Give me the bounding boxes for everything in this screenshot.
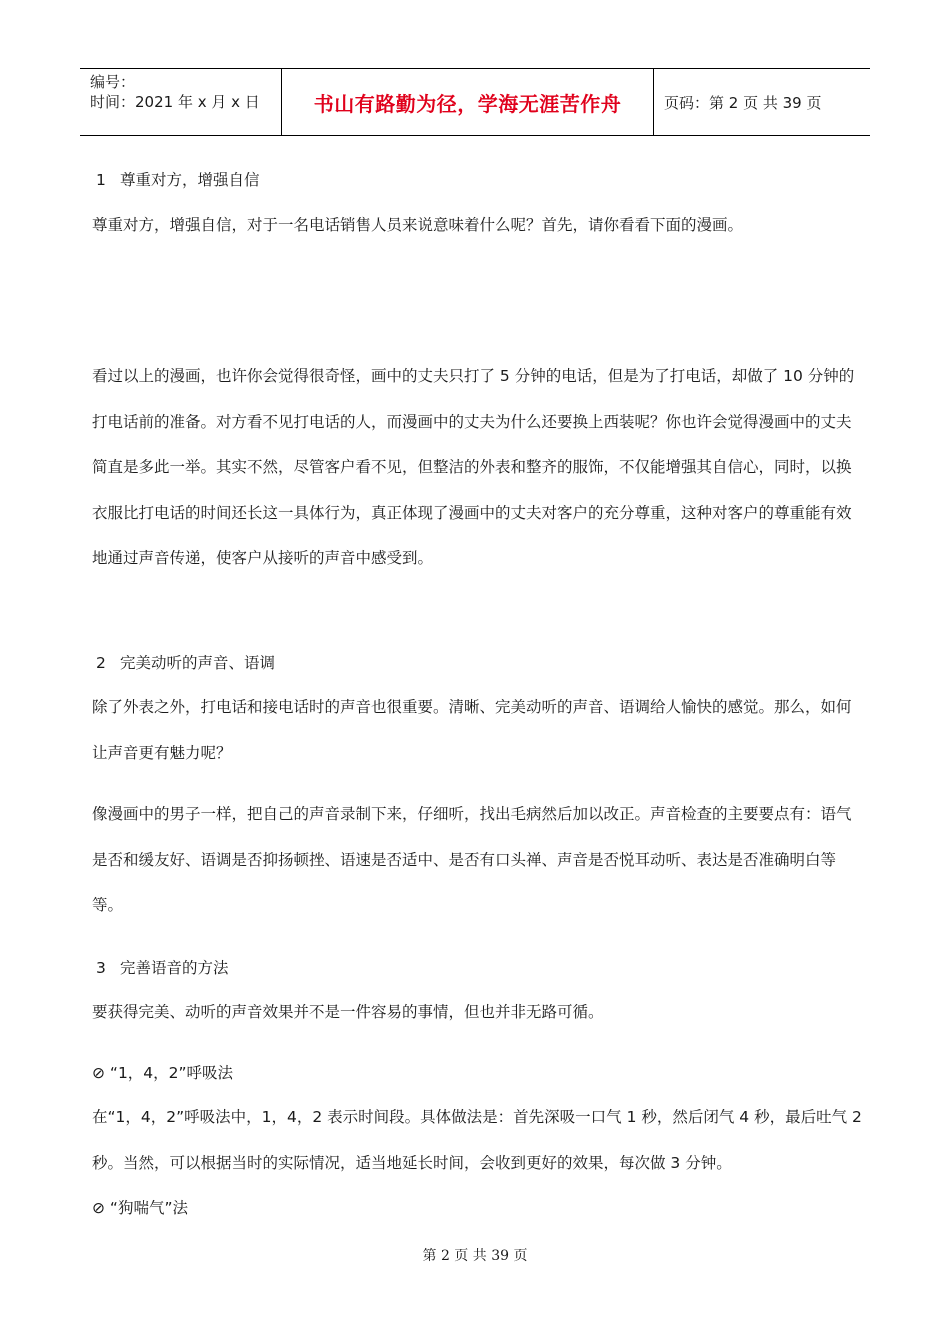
section-2-title: 完美动听的声音、语调 xyxy=(120,654,276,672)
section-1-intro: 尊重对方，增强自信，对于一名电话销售人员来说意味着什么呢？首先，请你看看下面的漫画。 xyxy=(92,216,744,234)
serial-label: 编号： xyxy=(90,73,136,91)
section-1-comic-discussion: 看过以上的漫画，也许你会觉得很奇怪，画中的丈夫只打了 5 分钟的电话，但是为了打电话，却做了 10 分钟的打电话前的准备。对方看不见打电话的人，而漫画中的丈夫为什么还要换上西装呢？你也许会觉得漫画中的丈夫简直是多此一举。其实不然，尽管客户看不见，但整洁的外表和整齐的服饰，不仅能增强其自信心，同时，以换衣服比打电话的时间还长这一具体行为，真正体现了漫画中的丈夫对客户的充分尊重，这种对客户的尊重能有效地通过声音传递，使客户从接听的声音中感受到。 xyxy=(92,367,855,567)
method-1-title: ⊘ “1，4，2”呼吸法 xyxy=(92,1064,234,1082)
section-3-number: 3 xyxy=(96,959,106,977)
header-left-cell xyxy=(80,69,282,135)
section-2-heading xyxy=(92,641,868,687)
section-1-heading xyxy=(92,158,868,204)
header-page-info: 页码：第 2 页 共 39 页 xyxy=(664,93,822,112)
page-header xyxy=(80,68,870,136)
section-3-heading xyxy=(92,946,868,992)
page-footer: 第 2 页 共 39 页 xyxy=(422,1248,528,1264)
section-3-paragraph: 要获得完美、动听的声音效果并不是一件容易的事情，但也并非无路可循。 xyxy=(92,1003,604,1021)
method-2-title: ⊘ “狗喘气”法 xyxy=(92,1199,188,1217)
section-3-title: 完善语音的方法 xyxy=(120,959,229,977)
section-1-number: 1 xyxy=(96,171,106,189)
section-2-paragraph-1: 除了外表之外，打电话和接电话时的声音也很重要。清晰、完美动听的声音、语调给人愉快的感觉。那么，如何让声音更有魅力呢？ xyxy=(92,698,852,762)
method-1-paragraph: 在“1，4，2”呼吸法中，1，4，2 表示时间段。具体做法是：首先深吸一口气 1 秒，然后闭气 4 秒，最后吐气 2 秒。当然，可以根据当时的实际情况，适当地延长时间，会收到更好的效果，每次做 3 分钟。 xyxy=(92,1108,862,1172)
section-1-title: 尊重对方，增强自信 xyxy=(120,171,260,189)
date-line: 时间：2021 年 x 月 x 日 xyxy=(90,93,260,111)
section-2-paragraph-2: 像漫画中的男子一样，把自己的声音录制下来，仔细听，找出毛病然后加以改正。声音检查的主要要点有：语气是否和缓友好、语调是否抑扬顿挫、语速是否适中、是否有口头禅、声音是否悦耳动听、表达是否准确明白等等。 xyxy=(92,805,852,914)
header-motto: 书山有路勤为径，学海无涯苦作舟 xyxy=(282,69,654,135)
section-2-number: 2 xyxy=(96,654,106,672)
